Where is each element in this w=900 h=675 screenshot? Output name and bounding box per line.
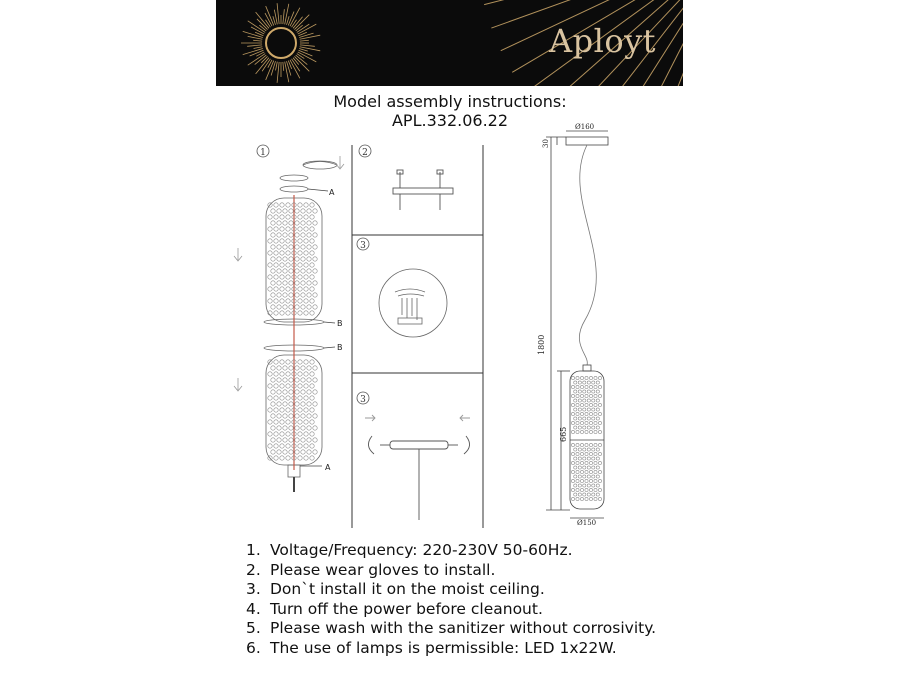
svg-text:1: 1: [260, 148, 266, 158]
instruction-item: 3. Don`t install it on the moist ceiling.: [246, 580, 545, 598]
instruction-item: 2. Please wear gloves to install.: [246, 560, 496, 579]
svg-text:3: 3: [360, 395, 366, 405]
dim-canopy-diameter: Ø160: [575, 123, 595, 131]
instruction-item: 4. Turn off the power before cleanout.: [246, 599, 543, 618]
dim-total-height: 1800: [537, 334, 546, 355]
instructions-heading: Model assembly instructions:: [333, 92, 567, 111]
svg-text:2: 2: [362, 148, 368, 158]
part-leaders: [300, 189, 335, 466]
dim-shade-height: 665: [559, 426, 568, 442]
glass-texture: [268, 203, 317, 460]
instructions-list: [246, 541, 656, 658]
dim-canopy-height: 30: [542, 139, 550, 148]
step-1-marker: [257, 145, 269, 158]
instruction-item: 6. The use of lamps is permissible: LED 1x22W.: [246, 638, 617, 657]
exploded-lamp-view: [234, 156, 344, 492]
instruction-item: 5. Please wash with the sanitizer without corrosivity.: [246, 619, 657, 637]
step-3a-marker: [357, 238, 369, 251]
canopy-attachment: [365, 415, 470, 520]
brand-logo-text: Aployt: [549, 22, 657, 60]
part-label-a-bottom: A: [325, 463, 331, 472]
mounting-bracket: [393, 170, 453, 210]
model-number: APL.332.06.22: [391, 111, 509, 130]
step-2-marker: [359, 145, 371, 158]
wiring-detail: [379, 269, 447, 337]
step-3b-marker: [357, 392, 369, 405]
svg-text:3: 3: [360, 241, 366, 251]
dim-shade-diameter: Ø150: [577, 519, 597, 527]
part-label-b-upper: B: [337, 319, 343, 328]
part-label-b-lower: B: [337, 343, 343, 352]
instruction-item: 1. Voltage/Frequency: 220-230V 50-60Hz.: [246, 541, 573, 559]
shade-texture: [571, 376, 601, 500]
part-label-a-top: A: [329, 188, 335, 197]
